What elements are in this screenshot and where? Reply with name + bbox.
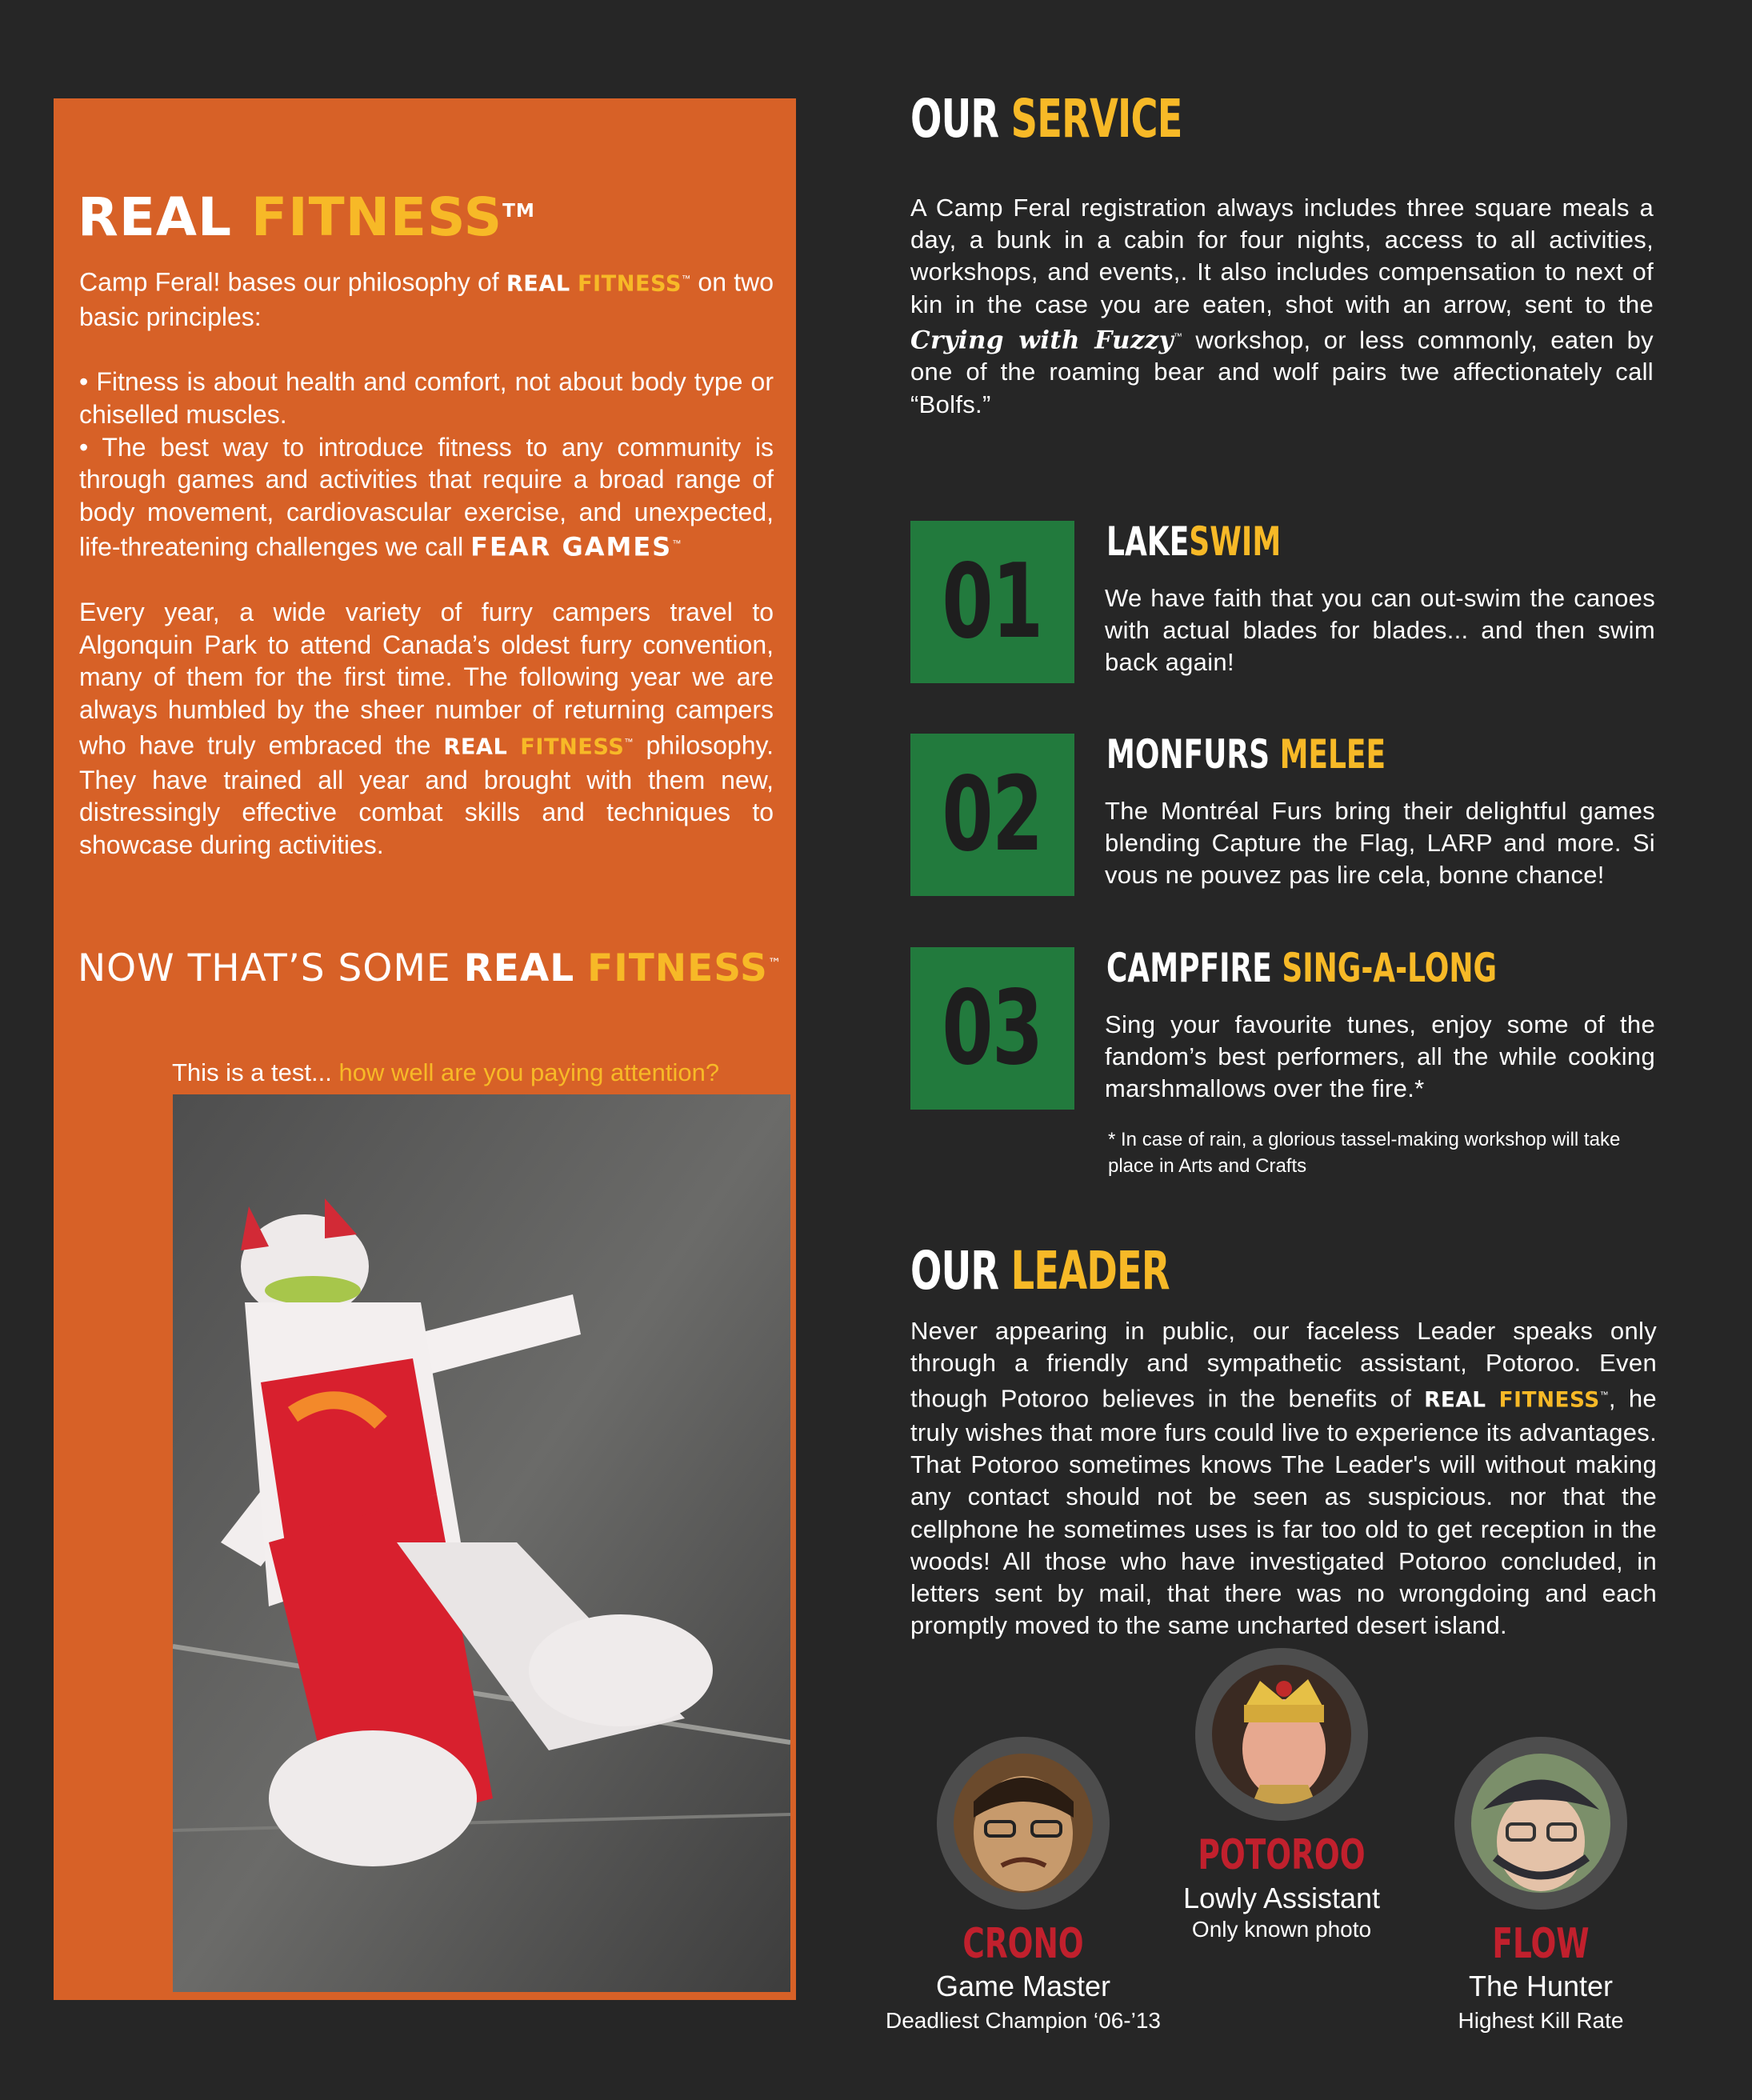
potoroo-portrait xyxy=(1212,1665,1351,1804)
item-title-b: SWIM xyxy=(1189,518,1282,565)
para-text-b: philosophy. They have trained all year and brought with them new, distressingly effective combat skills and techniques to showcase during activities. xyxy=(79,730,774,860)
service-text-a: A Camp Feral registration always includes three square meals a day, a bunk in a cabin for four nights, access to all activities, workshops, and events,. It also includes compensation to next of kin in the case you are eaten, shot with an arrow, sent to the xyxy=(910,194,1654,318)
real-fitness-body xyxy=(79,263,774,862)
now-real: REAL xyxy=(463,946,575,990)
flow-avatar xyxy=(1454,1737,1627,1910)
script-tm: ™ xyxy=(1173,331,1183,342)
real-fitness-title xyxy=(78,186,535,248)
service-title-service: SERVICE xyxy=(1010,88,1182,150)
returning-campers-paragraph xyxy=(79,596,774,861)
fear-games-tm: ™ xyxy=(672,539,682,550)
fursuit-lying-photo xyxy=(173,1094,790,1992)
flow-note: Highest Kill Rate xyxy=(1458,2008,1624,2033)
service-text-b: workshop, or less commonly, eaten by one of the roaming bear and wolf pairs twe affectionately call “Bolfs.” xyxy=(910,326,1654,418)
service-title-our: OUR xyxy=(910,88,999,150)
leader-title-our: OUR xyxy=(910,1240,999,1302)
intro-text-b: on two basic principles: xyxy=(79,267,774,332)
potoroo-avatar xyxy=(1195,1648,1368,1821)
item-number-box-01 xyxy=(910,521,1074,683)
now-fitness: FITNESS xyxy=(587,946,768,990)
item-number-box-02 xyxy=(910,734,1074,896)
potoroo-name: POTOROO xyxy=(1198,1831,1366,1879)
brand-tm: ™ xyxy=(681,274,691,284)
item-text-campfire: Sing your favourite tunes, enjoy some of the fandom’s best performers, all the while cooking marshmallows over the fire.* xyxy=(1105,1010,1655,1103)
brand-fitness: FITNESS xyxy=(577,271,682,297)
intro-text-a: Camp Feral! bases our philosophy of xyxy=(79,267,499,297)
title-real: REAL xyxy=(78,186,233,248)
item-title-lakeswim xyxy=(1106,518,1281,565)
our-leader-heading xyxy=(910,1240,1170,1302)
fear-games-label: FEAR GAMES xyxy=(470,532,673,563)
now-text: NOW THAT’S SOME xyxy=(78,946,451,990)
item-number-02: 02 xyxy=(942,755,1043,874)
rain-footnote: * In case of rain, a glorious tassel-making workshop will take place in Arts and Crafts xyxy=(1108,1129,1621,1177)
flow-name: FLOW xyxy=(1492,1920,1590,1968)
fursuit-photo-illustration xyxy=(173,1094,790,1992)
item-text-lakeswim: We have faith that you can out-swim the canoes with actual blades for blades... and then swim back again! xyxy=(1105,584,1655,677)
leader-brand-real: REAL xyxy=(1424,1388,1486,1413)
item-number-03: 03 xyxy=(942,969,1043,1088)
leader-description xyxy=(910,1315,1657,1642)
item-title-b: SING-A-LONG xyxy=(1282,945,1498,991)
bullet-1: • Fitness is about health and comfort, not about body type or chiselled muscles. xyxy=(79,367,774,430)
title-fitness: FITNESS xyxy=(251,186,503,248)
leader-brand-fitness: FITNESS xyxy=(1498,1388,1600,1413)
caption-b: how well are you paying attention? xyxy=(338,1058,720,1086)
now-tm: ™ xyxy=(767,955,782,971)
item-title-monfurs-melee xyxy=(1106,731,1386,778)
flow-role: The Hunter xyxy=(1468,1970,1614,2002)
brand-real: REAL xyxy=(506,271,570,297)
flow-portrait xyxy=(1471,1754,1610,1893)
leader-brand-tm: ™ xyxy=(1599,1390,1609,1401)
item-number-box-03 xyxy=(910,947,1074,1110)
leader-title-leader: LEADER xyxy=(1010,1240,1170,1302)
leader-text-b: , he truly wishes that more furs could live to experience its advantages. That Potoroo sometimes knows The Leader's will without making any contact should not be seen as suspicious. nor that the cellphone he sometimes uses is far too old to get reception in the woods! All those who have investigated Potoroo concluded, in letters sent by mail, that there was no wrongdoing and each promptly moved to the same uncharted desert island. xyxy=(910,1384,1657,1640)
item-title-b: MELEE xyxy=(1279,731,1386,778)
leader-text-a: Never appearing in public, our faceless Leader speaks only through a friendly and sympathetic assistant, Potoroo. Even though Potoroo believes in the benefits of xyxy=(910,1317,1657,1413)
crono-name: CRONO xyxy=(962,1920,1084,1968)
item-title-a: MONFURS xyxy=(1106,731,1270,778)
bullet-2 xyxy=(79,431,774,564)
crono-note: Deadliest Champion ‘06-’13 xyxy=(886,2008,1161,2033)
item-title-a: CAMPFIRE xyxy=(1106,945,1272,991)
para-brand-tm: ™ xyxy=(624,737,634,747)
para-brand-fitness: FITNESS xyxy=(520,734,625,760)
intro-paragraph xyxy=(79,263,774,334)
crono-avatar xyxy=(937,1737,1110,1910)
para-text-a: Every year, a wide variety of furry campers travel to Algonquin Park to attend Canada’s oldest furry convention, many of them for the first time. The following year we are always humbled by the sheer number of returning campers who have truly embraced the xyxy=(79,598,774,760)
crono-role: Game Master xyxy=(935,1970,1111,2002)
now-thats-some-real-fitness xyxy=(78,946,782,990)
item-title-campfire xyxy=(1106,945,1497,991)
potoroo-role: Lowly Assistant xyxy=(1182,1882,1381,1914)
item-title-a: LAKE xyxy=(1106,518,1190,565)
real-fitness-panel xyxy=(54,98,796,2000)
para-brand-real: REAL xyxy=(443,734,508,760)
crono-portrait xyxy=(954,1754,1093,1893)
crying-with-fuzzy-script: Crying with Fuzzy xyxy=(910,326,1174,355)
photo-caption xyxy=(172,1058,719,1087)
service-description xyxy=(910,192,1654,421)
item-number-01: 01 xyxy=(942,542,1043,662)
bullet-2-text: • The best way to introduce fitness to any community is through games and activities that require a broad range of body movement, cardiovascular exercise, and unexpected, life-threatening challenges we call xyxy=(79,432,774,562)
caption-a: This is a test... xyxy=(172,1058,332,1086)
item-text-monfurs-melee: The Montréal Furs bring their delightful games blending Capture the Flag, LARP and more. Si vous ne pouvez pas lire cela, bonne chance! xyxy=(1105,797,1655,890)
potoroo-note: Only known photo xyxy=(1191,1917,1372,1942)
title-tm: TM xyxy=(502,201,535,222)
our-service-heading xyxy=(910,88,1182,150)
